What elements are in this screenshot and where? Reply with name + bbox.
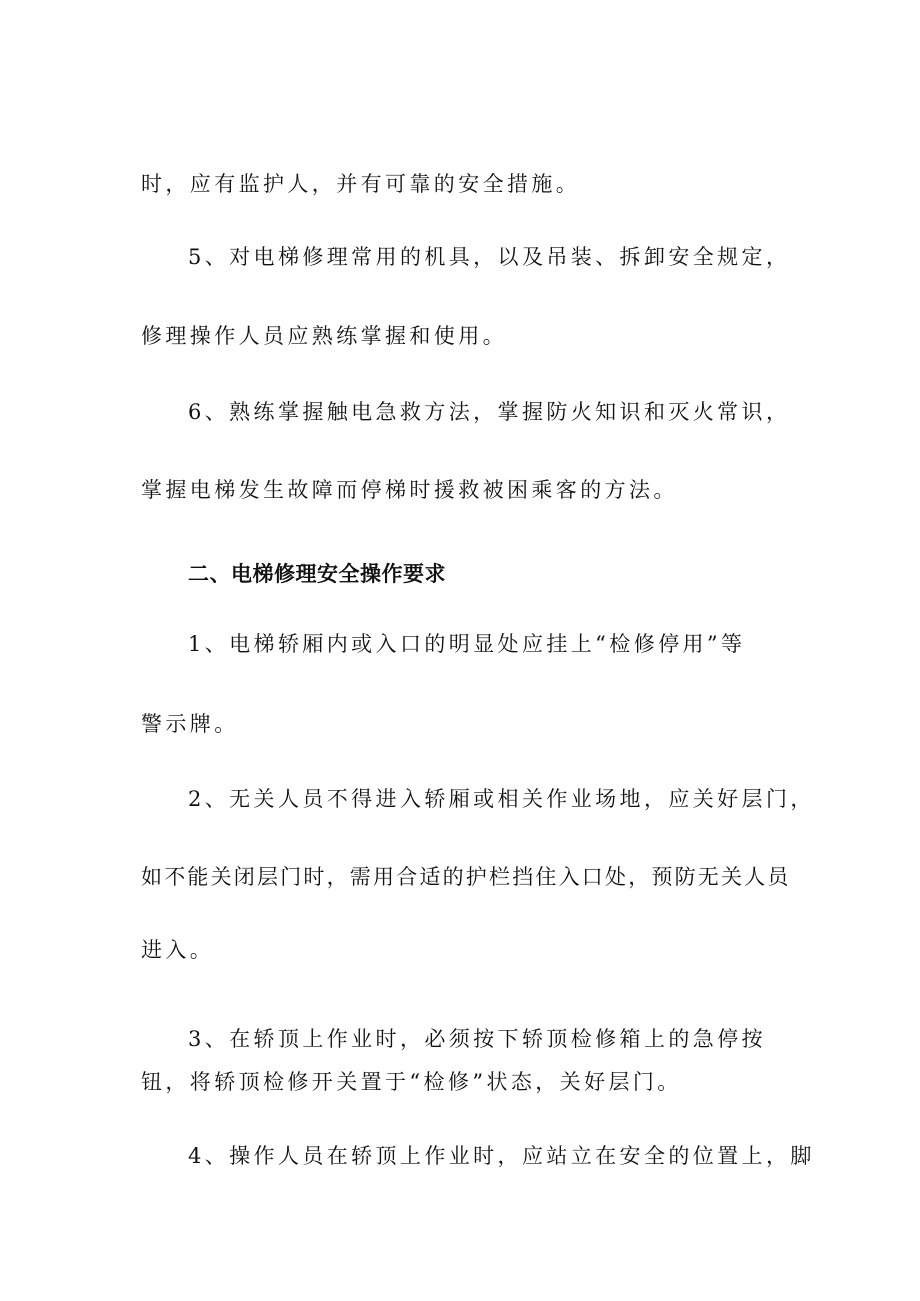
text-line: 1、电梯轿厢内或入口的明显处应挂上“检修停用”等 <box>188 632 746 656</box>
text-line: 5、对电梯修理常用的机具，以及吊装、拆卸安全规定， <box>188 245 791 269</box>
text-line: 修理操作人员应熟练掌握和使用。 <box>141 324 507 348</box>
text-line: 6、熟练掌握触电急救方法，掌握防火知识和灭火常识， <box>188 400 791 424</box>
text-line: 警示牌。 <box>141 712 239 736</box>
text-line: 钮，将轿顶检修开关置于“检修”状态，关好层门。 <box>141 1070 682 1094</box>
text-line: 进入。 <box>141 938 215 962</box>
section-heading: 二、电梯修理安全操作要求 <box>188 562 446 586</box>
text-line: 如不能关闭层门时，需用合适的护栏挡住入口处，预防无关人员 <box>141 865 791 889</box>
text-line: 4、操作人员在轿顶上作业时，应站立在安全的位置上，脚 <box>188 1144 815 1168</box>
text-line: 时，应有监护人，并有可靠的安全措施。 <box>141 172 581 196</box>
text-line: 掌握电梯发生故障而停梯时援救被困乘客的方法。 <box>141 478 678 502</box>
text-line: 2、无关人员不得进入轿厢或相关作业场地，应关好层门， <box>188 787 815 811</box>
text-line: 3、在轿顶上作业时，必须按下轿顶检修箱上的急停按 <box>188 1027 766 1051</box>
